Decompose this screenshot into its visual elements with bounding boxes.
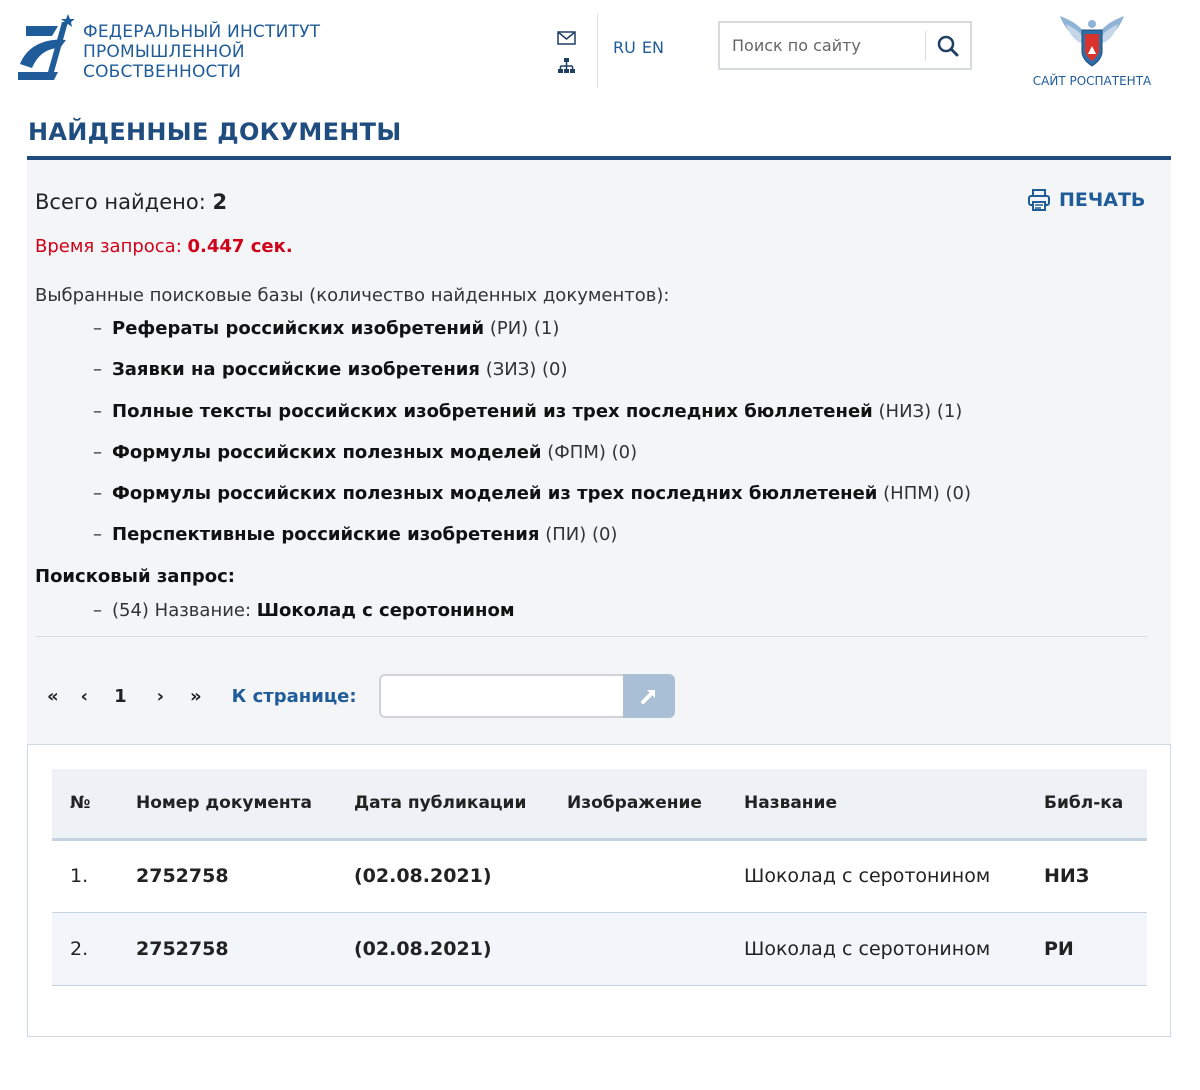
first-page-button[interactable]: « — [47, 685, 59, 707]
cell-library: РИ — [1044, 937, 1074, 960]
database-count: (ПИ) (0) — [545, 524, 618, 546]
col-header-pub-date[interactable]: Дата публикации — [354, 769, 567, 839]
org-name-line3: СОБСТВЕННОСТИ — [83, 62, 242, 82]
query-field: (54) Название: — [112, 600, 252, 621]
doc-number-link[interactable]: 2752758 — [136, 865, 229, 887]
divider — [35, 636, 1147, 637]
cell-date-wrap — [354, 839, 567, 912]
language-switcher — [613, 38, 670, 57]
search-input[interactable] — [720, 26, 925, 66]
query-value: Шоколад с серотонином — [256, 600, 515, 621]
table-header-row — [52, 769, 1147, 839]
doc-number-link[interactable]: 2752758 — [136, 937, 229, 960]
total-found-value: 2 — [212, 190, 228, 214]
database-count: (НИЗ) (1) — [878, 400, 963, 422]
list-dash: – — [93, 600, 102, 621]
search-button[interactable] — [926, 23, 970, 68]
databases-heading: Выбранные поисковые базы (количество найденных документов): — [35, 285, 670, 306]
sitemap-icon[interactable] — [556, 56, 578, 76]
page-title: НАЙДЕННЫЕ ДОКУМЕНТЫ — [28, 118, 402, 146]
prev-page-button[interactable]: ‹ — [80, 685, 89, 707]
col-header-library[interactable]: Библ-ка — [1044, 769, 1147, 839]
next-page-button[interactable]: › — [156, 685, 165, 707]
query-time-label: Время запроса: — [35, 236, 182, 257]
col-header-doc-number[interactable]: Номер документа — [136, 769, 354, 839]
list-dash: – — [93, 359, 102, 381]
list-item — [93, 483, 971, 524]
total-found — [35, 190, 227, 214]
database-count: (РИ) (1) — [489, 318, 560, 339]
query-time-value: 0.447 сек. — [187, 236, 293, 257]
printer-icon — [1027, 188, 1051, 212]
search-icon — [937, 35, 959, 57]
org-name[interactable] — [83, 22, 320, 82]
cell-image — [567, 912, 744, 985]
cell-library-wrap — [1044, 912, 1147, 985]
fips-logo[interactable] — [18, 14, 74, 80]
query-line — [93, 600, 515, 621]
list-item — [93, 442, 971, 483]
list-item — [93, 524, 971, 565]
list-dash: – — [93, 400, 102, 422]
col-header-image: Изображение — [567, 769, 744, 839]
table-row[interactable] — [52, 839, 1147, 912]
database-count: (НПМ) (0) — [883, 483, 972, 505]
cell-number: 1. — [52, 839, 136, 912]
results-summary — [27, 160, 1171, 744]
list-item — [93, 359, 971, 400]
col-header-title[interactable]: Название — [744, 769, 1044, 839]
lang-en-link[interactable]: EN — [641, 38, 664, 57]
current-page[interactable]: 1 — [114, 685, 127, 707]
print-button[interactable] — [1027, 188, 1145, 212]
database-name: Заявки на российские изобретения — [112, 359, 480, 381]
results-table — [52, 769, 1147, 986]
cell-doc-number-wrap — [136, 839, 354, 912]
results-table-panel — [27, 744, 1171, 1037]
col-header-number: № — [52, 769, 136, 839]
rospatent-link[interactable] — [1030, 10, 1154, 88]
goto-page-button[interactable] — [623, 674, 675, 718]
rospatent-label: САЙТ РОСПАТЕНТА — [1032, 74, 1152, 88]
cell-library-wrap — [1044, 839, 1147, 912]
cell-library: НИЗ — [1044, 865, 1090, 887]
site-header — [0, 0, 1200, 100]
table-row[interactable] — [52, 912, 1147, 985]
query-time — [35, 236, 293, 257]
goto-page-input[interactable] — [379, 674, 623, 718]
database-name: Формулы российских полезных моделей из трех последних бюллетеней — [112, 483, 878, 505]
total-found-label: Всего найдено: — [35, 190, 206, 214]
database-name: Перспективные российские изобретения — [112, 524, 540, 546]
database-name: Рефераты российских изобретений — [112, 318, 485, 339]
cell-doc-number-wrap — [136, 912, 354, 985]
cell-image — [567, 839, 744, 912]
site-search — [718, 21, 972, 70]
cell-date-wrap — [354, 912, 567, 985]
databases-list — [93, 318, 971, 566]
cell-date: (02.08.2021) — [354, 865, 492, 887]
cell-title[interactable]: Шоколад с серотонином — [744, 839, 1044, 912]
database-name: Формулы российских полезных моделей — [112, 441, 542, 463]
org-name-line2: ПРОМЫШЛЕННОЙ — [83, 42, 245, 62]
query-heading: Поисковый запрос: — [35, 566, 236, 587]
list-dash: – — [93, 524, 102, 546]
database-name: Полные тексты российских изобретений из трех последних бюллетеней — [112, 400, 873, 422]
lang-ru-link[interactable]: RU — [613, 38, 636, 57]
list-dash: – — [93, 318, 102, 339]
goto-page-label: К странице: — [231, 685, 357, 707]
cell-title[interactable]: Шоколад с серотонином — [744, 912, 1044, 985]
list-item — [93, 318, 971, 359]
header-divider — [597, 14, 598, 88]
rospatent-emblem — [1052, 10, 1132, 72]
list-dash: – — [93, 483, 102, 505]
print-label: ПЕЧАТЬ — [1059, 189, 1146, 211]
database-count: (ЗИЗ) (0) — [485, 359, 568, 381]
cell-number: 2. — [52, 912, 136, 985]
cell-date: (02.08.2021) — [354, 937, 492, 960]
pagination — [47, 674, 675, 718]
list-item — [93, 401, 971, 442]
list-dash: – — [93, 441, 102, 463]
arrow-up-right-icon — [638, 685, 660, 707]
database-count: (ФПМ) (0) — [547, 441, 638, 463]
last-page-button[interactable]: » — [190, 685, 202, 707]
utility-icons — [556, 28, 582, 84]
org-name-line1: ФЕДЕРАЛЬНЫЙ ИНСТИТУТ — [83, 22, 321, 42]
mail-icon[interactable] — [556, 28, 578, 48]
